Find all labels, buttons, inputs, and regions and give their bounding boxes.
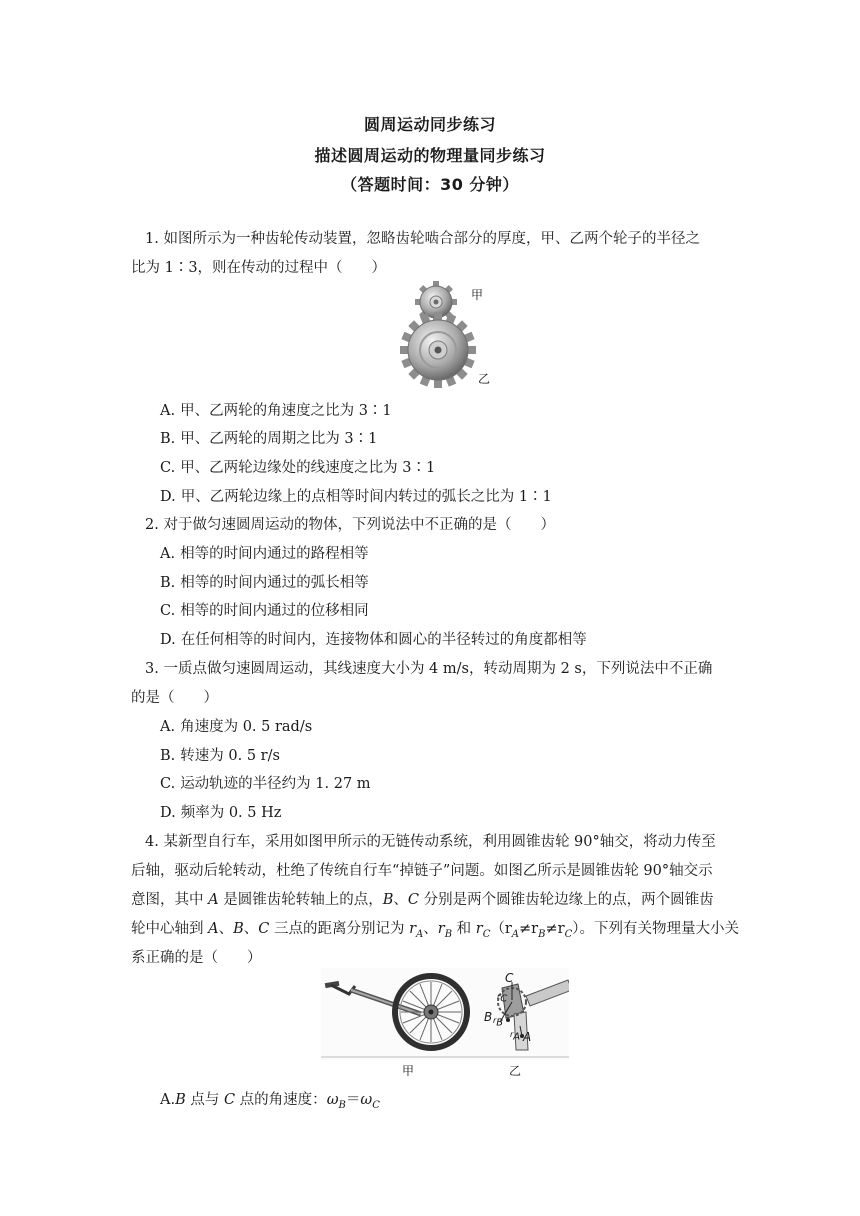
question-4-text: 4. 某新型自行车，采用如图甲所示的无链传动系统，利用圆锥齿轮 90°轴交，将动力传至: [145, 834, 716, 850]
question-1-option-a: A. 甲、乙两轮的角速度之比为 3∶1: [160, 403, 392, 419]
question-2-option-b: B. 相等的时间内通过的弧长相等: [160, 575, 369, 591]
figure-label-jia: 甲: [471, 288, 484, 302]
question-3-option-d: D. 频率为 0. 5 Hz: [160, 805, 282, 821]
question-1-text: 1. 如图所示为一种齿轮传动装置，忽略齿轮啮合部分的厚度，甲、乙两个轮子的半径之: [145, 231, 700, 247]
gear-figure: [398, 280, 508, 390]
radius-label-a: $r_A$: [510, 1030, 521, 1043]
time-note: （答题时间：30 分钟）: [341, 175, 519, 194]
question-4-text-cont-2: 意图，其中 A 是圆锥齿轮转轴上的点，B、C 分别是两个圆锥齿轮边缘上的点，两个圆锥齿: [131, 892, 714, 908]
question-3-text: 3. 一质点做匀速圆周运动，其线速度大小为 4 m/s，转动周期为 2 s，下列说法中不正确: [145, 661, 713, 677]
question-1-option-d: D. 甲、乙两轮边缘上的点相等时间内转过的弧长之比为 1∶1: [160, 489, 552, 505]
question-2-text: 2. 对于做匀速圆周运动的物体，下列说法中不正确的是（ ）: [145, 517, 555, 533]
radius-label-c: $r_C$: [497, 992, 508, 1005]
question-4-text-cont-3: 轮中心轴到 A、B、C 三点的距离分别记为 $r_A$、$r_B$ 和 $r_C(r_A\ne r_B\ne r_C)$。下列有关物理量大小关: [131, 921, 739, 940]
question-1-text-cont: 比为 1∶3，则在传动的过程中（ ）: [131, 260, 387, 276]
question-1-option-b: B. 甲、乙两轮的周期之比为 3∶1: [160, 431, 378, 447]
question-4-text-cont-4: 系正确的是（ ）: [131, 950, 262, 966]
page-title: 圆周运动同步练习: [363, 115, 496, 134]
figure-label-jia-2: 甲: [402, 1064, 415, 1078]
question-2-option-a: A. 相等的时间内通过的路程相等: [160, 546, 369, 562]
question-3-option-a: A. 角速度为 0. 5 rad/s: [160, 719, 313, 735]
bicycle-drive-icon: [321, 968, 569, 1060]
question-3-text-cont: 的是（ ）: [131, 690, 218, 706]
figure-label-yi: 乙: [478, 372, 491, 386]
page-subtitle: 描述圆周运动的物理量同步练习: [314, 146, 546, 165]
point-label-c: C: [505, 971, 514, 985]
point-label-b: B: [484, 1010, 493, 1024]
radius-label-b: $r_B$: [493, 1016, 504, 1029]
question-4-option-a: A.B 点与 C 点的角速度：$\omega_B=\omega_C$: [160, 1092, 380, 1111]
question-2-option-d: D. 在任何相等的时间内，连接物体和圆心的半径转过的角度都相等: [160, 632, 587, 648]
figure-label-yi-2: 乙: [509, 1064, 522, 1078]
question-3-option-b: B. 转速为 0. 5 r/s: [160, 748, 280, 764]
question-3-option-c: C. 运动轨迹的半径约为 1. 27 m: [160, 776, 371, 792]
question-2-option-c: C. 相等的时间内通过的位移相同: [160, 603, 369, 619]
question-4-text-cont-1: 后轴，驱动后轮转动，杜绝了传统自行车“掉链子”问题。如图乙所示是圆锥齿轮 90°轴交示: [131, 863, 713, 879]
question-1-option-c: C. 甲、乙两轮边缘处的线速度之比为 3∶1: [160, 460, 436, 476]
bicycle-figure: [321, 968, 569, 1060]
point-label-a: A: [523, 1030, 532, 1044]
gear-icon: [398, 280, 508, 390]
